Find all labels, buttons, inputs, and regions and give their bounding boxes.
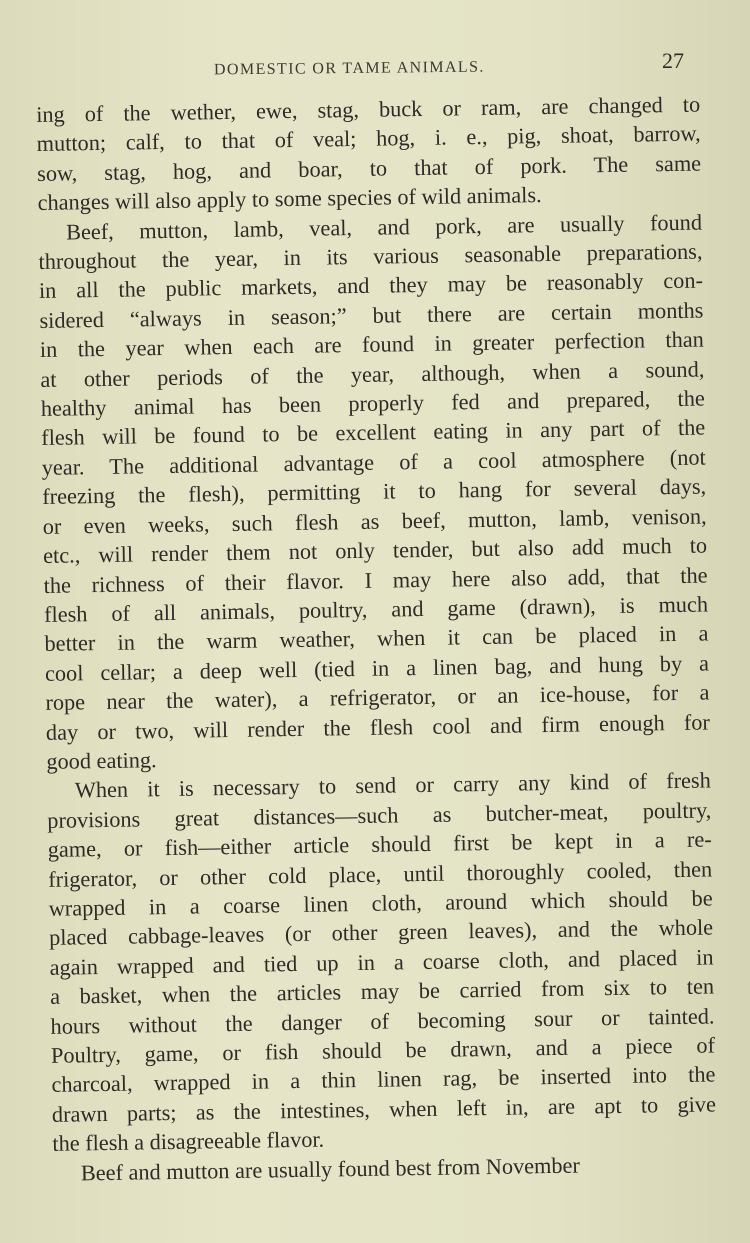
running-head: DOMESTIC OR TAME ANIMALS. [213,58,485,79]
text-line: again wrapped and tied up in a coarse cloth, and placed in [49,944,714,980]
text-line: good eating. [46,747,157,774]
text-line: changes will also apply to some species of wild animals. [37,182,542,216]
page-header [0,48,750,88]
text-line: placed cabbage-leaves (or other green leaves), and the whole [48,914,714,951]
text-line: in all the public markets, and they may be reasonably con- [38,267,704,304]
text-line: the flesh a disagreeable flavor. [52,1126,325,1157]
text-line: drawn parts; as the intestines, when left in, are apt to give [51,1091,717,1127]
text-line: better in the warm weather, when it can be placed in a [44,620,709,657]
text-line: mutton; calf, to that of veal; hog, i. e., pig, shoat, barrow, [36,120,701,157]
text-line: etc., will render them not only tender, but also add much to [42,532,708,569]
text-line: Beef and mutton are usually found best from November [80,1152,581,1186]
text-line: charcoal, wrapped in a thin linen rag, be inserted into the [51,1061,716,1098]
text-line: When it is necessary to send or carry any kind of fresh [74,767,711,803]
paragraph [47,766,717,1159]
text-line: game, or fish—either article should first be kept in a re- [47,826,712,863]
text-line: Beef, mutton, lamb, veal, and pork, are usually found [65,209,703,245]
paragraph [36,90,702,218]
text-line: healthy animal has been properly fed and prepared, the [40,385,705,422]
text-line: Poultry, game, or fish should be drawn, and a piece of [50,1032,716,1068]
text-line: year. The additional advantage of a cool atmosphere (not [41,444,706,480]
text-line: flesh will be found to be excellent eating in any part of the [41,414,706,451]
text-line: at other periods of the year, although, when a sound, [40,356,705,392]
text-line: day or two, will render the flesh cool and firm enough for [45,709,711,745]
text-line: or even weeks, such flesh as beef, mutton, lamb, venison, [42,503,707,539]
text-line: sow, stag, hog, and boar, to that of pork. The same [36,150,702,186]
text-line: frigerator, or other cold place, until thoroughly cooled, then [48,856,713,892]
paragraph [38,207,711,776]
text-line: throughout the year, in its various seasonable preparations, [38,238,703,275]
page-number: 27 [662,48,684,73]
text-line: provisions great distances—such as butcher-meat, poultry, [47,797,712,833]
text-line: rope near the water), a refrigerator, or an ice-house, for a [45,679,710,716]
text-line: freezing the flesh), permitting it to hang for several days, [42,473,707,510]
text-line: ing of the wether, ewe, stag, buck or ram, are changed to [36,91,701,127]
text-line: cool cellar; a deep well (tied in a linen bag, and hung by a [44,650,710,686]
text-line: wrapped in a coarse linen cloth, around which should be [48,885,713,921]
body-text [36,90,717,1188]
text-line: in the year when each are found in greater perfection than [39,326,705,363]
text-line: the richness of their flavor. I may here also add, that the [43,562,708,598]
text-line: sidered “always in season;” but there are certain months [39,297,704,333]
text-line: a basket, when the articles may be carried from six to ten [49,973,715,1010]
text-line: hours without the danger of becoming sour or tainted. [50,1003,715,1039]
text-line: flesh of all animals, poultry, and game (drawn), is much [43,591,709,627]
